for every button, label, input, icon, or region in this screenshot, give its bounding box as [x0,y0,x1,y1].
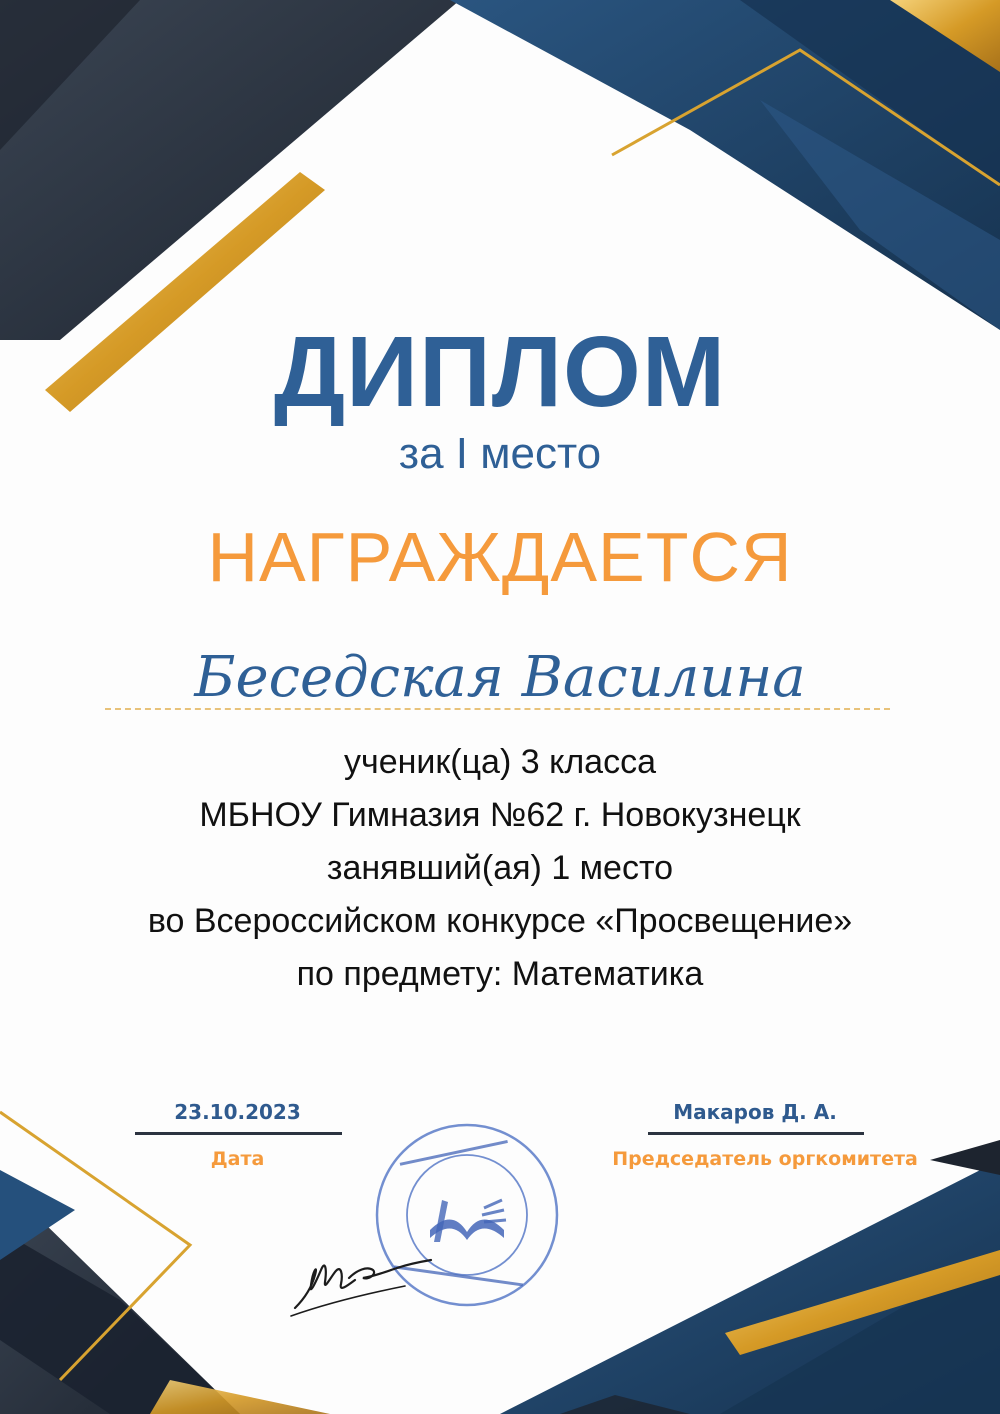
chair-signature-line [648,1132,864,1135]
description-line-subject: по предмету: Математика [296,955,704,993]
date-caption: Дата [210,1148,265,1170]
award-description [0,736,1000,1001]
diploma-title: ДИПЛОМ [273,316,727,428]
chair-caption: Председатель оргкомитета [612,1148,918,1170]
description-line-place: занявший(ая) 1 место [326,849,674,887]
date-signature-line [135,1132,342,1135]
description-line-contest: во Всероссийском конкурсе «Просвещение» [147,902,853,940]
recipient-name: Беседская Василина [194,645,806,710]
diploma-subtitle: за I место [398,429,602,478]
description-line-grade: ученик(ца) 3 класса [343,743,656,781]
date-value: 23.10.2023 [174,1100,301,1124]
chair-name: Макаров Д. А. [673,1100,837,1124]
name-underline [105,708,890,710]
awarded-heading: НАГРАЖДАЕТСЯ [207,518,793,596]
handwritten-signature [285,1230,435,1320]
description-line-school: МБНОУ Гимназия №62 г. Новокузнецк [199,796,801,834]
